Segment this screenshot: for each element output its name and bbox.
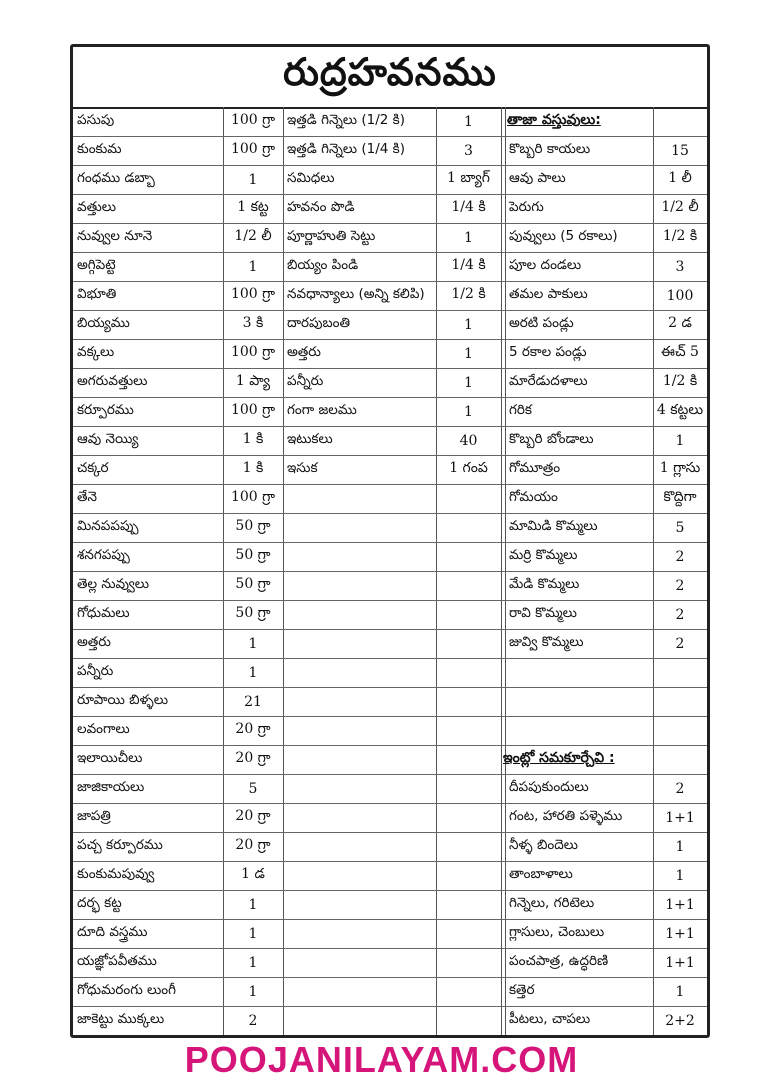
item-name: గోమయం <box>509 489 558 505</box>
item-quantity: 1/2 లీ <box>234 228 272 244</box>
item-quantity: 1/4 కి <box>451 257 486 273</box>
item-quantity: 1/2 కి <box>662 228 698 244</box>
item-quantity: 20 గ్రా <box>235 837 271 853</box>
item-name: ఇలాయిచీలు <box>77 750 143 766</box>
item-quantity: 1 కి <box>242 460 264 476</box>
item-quantity: కొద్దిగా <box>663 489 697 505</box>
item-quantity: 1 <box>675 983 685 1000</box>
item-quantity: 50 గ్రా <box>235 547 271 563</box>
item-name: నువ్వుల నూనె <box>77 228 153 244</box>
item-quantity: 1 <box>675 432 685 449</box>
item-name: దీపపుకుందులు <box>509 779 589 795</box>
item-name: పూల దండలు <box>509 257 582 273</box>
item-name: పచ్చ కర్పూరము <box>77 837 163 853</box>
item-quantity: 3 కి <box>242 315 264 331</box>
item-quantity: 1 ప్యా <box>235 373 271 389</box>
item-name: కుంకుమ <box>77 141 122 157</box>
item-name: జువ్వి కొమ్మలు <box>509 634 584 650</box>
item-quantity: 1 <box>248 664 258 681</box>
item-name: పంచపాత్ర, ఉద్ధరిణి <box>509 953 609 969</box>
item-name: గోధుమరంగు లుంగీ <box>77 982 176 998</box>
item-name: గంగా జలము <box>287 402 357 418</box>
item-quantity: 1 <box>464 374 473 391</box>
item-name: గిన్నెలు, గరిటెలు <box>509 895 595 911</box>
item-name: విభూతి <box>77 286 117 302</box>
item-quantity: 1 కి <box>242 431 264 447</box>
item-quantity: 1 గ్లాసు <box>659 460 701 476</box>
item-quantity: 100 గ్రా <box>230 286 276 302</box>
item-name: పువ్వులు (5 రకాలు) <box>509 228 618 244</box>
item-quantity: 1 <box>248 925 258 942</box>
item-name: పన్నీరు <box>77 663 114 679</box>
item-name: గంధము డబ్బా <box>77 170 155 186</box>
item-quantity: 100 గ్రా <box>230 141 276 157</box>
item-name: దారపుబంతి <box>287 315 351 331</box>
item-name: తేనె <box>77 489 97 505</box>
item-name: పెరుగు <box>509 199 544 215</box>
item-name: మారేడుదళాలు <box>509 373 588 389</box>
item-name: రూపాయి బిళ్ళలు <box>77 692 169 708</box>
item-quantity: 3 <box>464 142 473 159</box>
item-name: కొబ్బరి బోండాలు <box>509 431 594 447</box>
document-frame <box>70 44 710 1038</box>
item-quantity: 1/2 కి <box>662 373 698 389</box>
item-quantity: 1 లీ <box>668 170 692 186</box>
item-quantity: 5 <box>248 780 258 797</box>
item-quantity: 1/4 కి <box>451 199 486 215</box>
item-name: 5 రకాల పండ్లు <box>509 344 587 360</box>
item-quantity: 1 <box>248 635 258 652</box>
item-name: కుంకుమపువ్వు <box>77 866 155 882</box>
item-quantity: 1 <box>464 403 473 420</box>
item-quantity: 1 బ్యాగ్ <box>447 170 490 186</box>
section-heading-home-items: ఇంట్లో సమకూర్చేవి : <box>503 750 615 766</box>
item-name: మేడి కొమ్మలు <box>509 576 580 592</box>
item-quantity: 2 డ <box>668 315 692 331</box>
item-quantity: 100 గ్రా <box>230 402 276 418</box>
title-box <box>73 47 707 109</box>
item-name: తెల్ల నువ్వులు <box>77 576 150 592</box>
item-quantity: 15 <box>671 142 689 159</box>
item-quantity: 100 <box>666 287 694 304</box>
item-name: అగ్గిపెట్టె <box>77 257 116 273</box>
item-name: లవంగాలు <box>77 721 130 737</box>
item-name: శనగపప్పు <box>77 547 130 563</box>
item-quantity: 1 <box>464 229 473 246</box>
item-quantity: 1 <box>464 113 473 130</box>
item-name: దర్భ కట్ట <box>77 895 122 911</box>
item-quantity: 100 గ్రా <box>230 112 276 128</box>
item-quantity: 2 <box>675 635 685 652</box>
item-name: జాజికాయలు <box>77 779 145 795</box>
items-table <box>73 107 707 1035</box>
item-quantity: 100 గ్రా <box>230 489 276 505</box>
item-name: రావి కొమ్మలు <box>509 605 577 621</box>
item-quantity: 2 <box>675 577 685 594</box>
item-quantity: 4 కట్టలు <box>656 402 704 418</box>
item-name: సమిధలు <box>287 170 335 186</box>
item-quantity: 2 <box>675 606 685 623</box>
item-name: మర్రి కొమ్మలు <box>509 547 578 563</box>
section-heading-fresh-items: తాజా వస్తువులు: <box>507 112 601 128</box>
item-name: అత్తరు <box>77 634 111 650</box>
item-quantity: 1 <box>675 867 685 884</box>
item-name: ఇటుకలు <box>287 431 333 447</box>
item-name: పన్నీరు <box>287 373 324 389</box>
item-quantity: 2+2 <box>665 1012 695 1029</box>
item-name: అరటి పండ్లు <box>509 315 574 331</box>
item-name: కొబ్బరి కాయలు <box>509 141 591 157</box>
item-quantity: 2 <box>248 1012 258 1029</box>
item-quantity: 1 డ <box>241 866 265 882</box>
item-name: ఆవు నెయ్యి <box>77 431 139 447</box>
item-name: వత్తులు <box>77 199 117 215</box>
item-quantity: 21 <box>244 693 262 710</box>
item-quantity: 2 <box>675 548 685 565</box>
item-quantity: 1 <box>248 171 258 188</box>
item-quantity: 1 <box>248 896 258 913</box>
item-quantity: 1 <box>675 838 685 855</box>
item-quantity: 1+1 <box>665 954 695 971</box>
item-name: గంట, హారతి పళ్ళెము <box>509 808 623 824</box>
item-quantity: 1 <box>464 316 473 333</box>
item-quantity: 1/2 లీ <box>661 199 699 215</box>
item-name: బియ్యము <box>77 315 130 331</box>
item-quantity: 2 <box>675 780 685 797</box>
item-name: నీళ్ళ బిందెలు <box>509 837 578 853</box>
footer-watermark: POOJANILAYAM.COM <box>184 1039 579 1080</box>
item-quantity: 50 గ్రా <box>235 605 271 621</box>
item-name: పసుపు <box>77 112 115 128</box>
item-name: మినపపప్పు <box>77 518 139 534</box>
item-name: పూర్ణాహుతి సెట్టు <box>287 228 376 244</box>
item-quantity: 3 <box>675 258 685 275</box>
item-name: గ్లాసులు, చెంబులు <box>509 924 605 940</box>
item-quantity: 50 గ్రా <box>235 518 271 534</box>
item-name: జాకెట్టు ముక్కలు <box>77 1011 165 1027</box>
item-name: వక్కలు <box>77 344 115 360</box>
item-name: నవధాన్యాలు (అన్ని కలిపి) <box>287 286 425 302</box>
item-name: అగరువత్తులు <box>77 373 148 389</box>
item-name: తాంబాళాలు <box>509 866 573 882</box>
item-name: ఇసుక <box>287 460 318 476</box>
item-quantity: 1/2 కి <box>451 286 486 302</box>
item-quantity: 1 <box>464 345 473 362</box>
item-name: యజ్ఞోపవీతము <box>77 953 157 969</box>
item-name: ఆవు పాలు <box>509 170 566 186</box>
item-quantity: 1 కట్ట <box>237 199 269 215</box>
item-name: కర్పూరము <box>77 402 134 418</box>
item-name: కత్తెర <box>509 982 535 998</box>
item-quantity: 1+1 <box>665 925 695 942</box>
item-quantity: 40 <box>459 432 478 449</box>
item-name: మామిడి కొమ్మలు <box>509 518 598 534</box>
item-name: ఇత్తడి గిన్నెలు (1/2 కి) <box>287 112 405 128</box>
item-quantity: 5 <box>675 519 685 536</box>
item-quantity: 20 గ్రా <box>235 721 271 737</box>
item-name: అత్తరు <box>287 344 321 360</box>
item-name: పీటలు, చాపలు <box>509 1011 591 1027</box>
item-name: గోధుమలు <box>77 605 130 621</box>
item-name: జాపత్రి <box>77 808 111 824</box>
item-name: దూది వస్త్రము <box>77 924 148 940</box>
item-name: గోమూత్రం <box>509 460 561 476</box>
item-quantity: 20 గ్రా <box>235 750 271 766</box>
item-name: తమల పాకులు <box>509 286 588 302</box>
item-quantity: 1 గంప <box>449 460 488 476</box>
item-quantity: 1 <box>248 258 258 275</box>
item-name: బియ్యం పిండి <box>287 257 359 273</box>
item-quantity: 50 గ్రా <box>235 576 271 592</box>
item-name: ఇత్తడి గిన్నెలు (1/4 కి) <box>287 141 405 157</box>
item-quantity: 1+1 <box>665 809 695 826</box>
page-title: రుద్రహవనము <box>283 50 497 94</box>
item-name: గరిక <box>509 402 532 418</box>
item-quantity: 20 గ్రా <box>235 808 271 824</box>
item-name: హవనం పొడి <box>287 199 355 215</box>
item-quantity: ఈచ్ 5 <box>661 344 699 360</box>
item-name: చక్కర <box>77 460 109 476</box>
item-quantity: 1 <box>248 954 258 971</box>
item-quantity: 100 గ్రా <box>230 344 276 360</box>
item-quantity: 1 <box>248 983 258 1000</box>
item-quantity: 1+1 <box>665 896 695 913</box>
